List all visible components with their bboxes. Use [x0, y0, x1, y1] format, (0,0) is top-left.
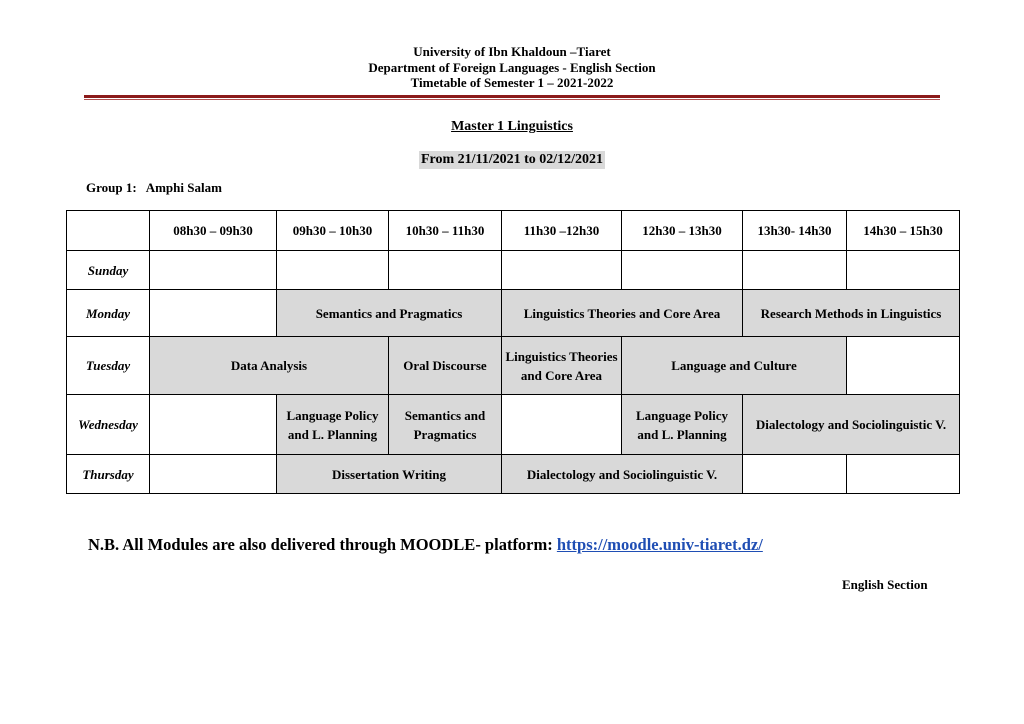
empty-cell: [847, 251, 960, 290]
course-cell: Language Policy and L. Planning: [277, 395, 389, 455]
timetable-row-wednesday: [67, 395, 960, 455]
time-slot-header: 10h30 – 11h30: [389, 211, 502, 251]
timetable-title: Timetable of Semester 1 – 2021-2022: [410, 75, 614, 90]
timetable-row-sunday: [67, 251, 960, 290]
course-cell: Language and Culture: [622, 337, 847, 395]
footer-signature: English Section: [842, 577, 928, 592]
note-text: N.B. All Modules are also delivered through MOODLE- platform:: [88, 535, 553, 554]
course-cell: Linguistics Theories and Core Area: [502, 337, 622, 395]
moodle-link[interactable]: https://moodle.univ-tiaret.dz/: [556, 535, 763, 554]
empty-cell: [150, 395, 277, 455]
empty-cell: [847, 337, 960, 395]
course-cell: Language Policy and L. Planning: [622, 395, 743, 455]
timetable-row-monday: [67, 290, 960, 337]
time-slot-header: 14h30 – 15h30: [847, 211, 960, 251]
course-cell: Linguistics Theories and Core Area: [502, 290, 743, 337]
timetable-row-tuesday: [67, 337, 960, 395]
empty-cell: [502, 251, 622, 290]
group-label: Group 1: Amphi Salam: [86, 180, 222, 195]
day-label: Thursday: [67, 455, 150, 494]
course-cell: Oral Discourse: [389, 337, 502, 395]
university-name: University of Ibn Khaldoun –Tiaret: [413, 44, 611, 59]
empty-cell: [847, 455, 960, 494]
empty-cell: [150, 251, 277, 290]
document-header: [0, 44, 1024, 91]
empty-cell: [150, 290, 277, 337]
corner-cell: [67, 211, 150, 251]
day-label: Tuesday: [67, 337, 150, 395]
empty-cell: [743, 251, 847, 290]
course-cell: Dialectology and Sociolinguistic V.: [743, 395, 960, 455]
timetable-row-thursday: [67, 455, 960, 494]
program-title: Master 1 Linguistics: [451, 119, 573, 134]
day-label: Sunday: [67, 251, 150, 290]
empty-cell: [277, 251, 389, 290]
course-cell: Dialectology and Sociolinguistic V.: [502, 455, 743, 494]
period-wrapper: [0, 150, 1024, 169]
empty-cell: [150, 455, 277, 494]
course-cell: Semantics and Pragmatics: [389, 395, 502, 455]
day-label: Monday: [67, 290, 150, 337]
time-slot-header: 09h30 – 10h30: [277, 211, 389, 251]
course-cell: Research Methods in Linguistics: [743, 290, 960, 337]
day-label: Wednesday: [67, 395, 150, 455]
course-cell: Data Analysis: [150, 337, 389, 395]
header-divider-thin: [84, 99, 940, 100]
timetable: [66, 210, 960, 494]
empty-cell: [622, 251, 743, 290]
timetable-header-row: [67, 211, 960, 251]
time-slot-header: 08h30 – 09h30: [150, 211, 277, 251]
department-name: Department of Foreign Languages - English Section: [368, 59, 656, 75]
empty-cell: [502, 395, 622, 455]
moodle-note: [88, 535, 763, 555]
time-slot-header: 11h30 –12h30: [502, 211, 622, 251]
course-cell: Dissertation Writing: [277, 455, 502, 494]
header-divider: [84, 95, 940, 98]
empty-cell: [743, 455, 847, 494]
empty-cell: [389, 251, 502, 290]
time-slot-header: 12h30 – 13h30: [622, 211, 743, 251]
course-cell: Semantics and Pragmatics: [277, 290, 502, 337]
period-range: From 21/11/2021 to 02/12/2021: [420, 152, 604, 167]
time-slot-header: 13h30- 14h30: [743, 211, 847, 251]
